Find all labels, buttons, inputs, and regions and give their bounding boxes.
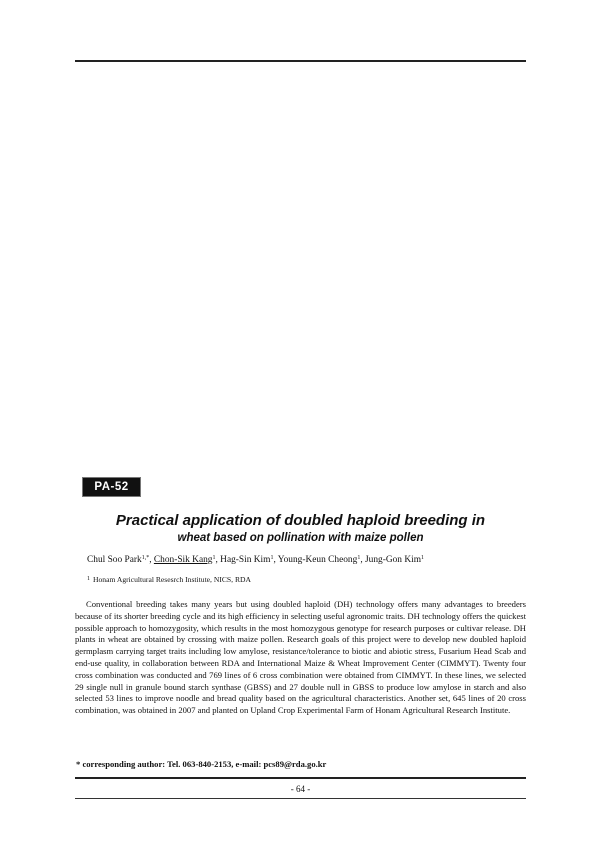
author-list: Chul Soo Park$^{1,*}$, Chon-Sik Kang$^1$, Hag-Sin Kim$^1$, Young-Keun Cheong$^1$, Jung-Gon Kim$^1$ — [87, 555, 424, 565]
author: Chon-Sik Kang — [153, 555, 213, 565]
author: Chul Soo Park — [87, 555, 142, 565]
paper-title — [75, 512, 526, 546]
abstract-body: Conventional breeding takes many years but using doubled haploid (DH) technology offers many advantages to breeders because of its shorter breeding cycle and its high efficiency in selecting useful agronomic traits. DH technology offers the quickest possible approach to homozygosity, which results in the most homozygous genotype for research purposes or cultivar release. DH plants in wheat are obtained by crossing with maize pollen. Research goals of this project were to develop new doubled haploid germplasm carrying target traits including low amylose, resistance/tolerance to biotic and abiotic stress, Fusarium Head Scab and end-use quality, in collaboration between RDA and International Maize & Wheat Improvement Center (CIMMYT). Twenty four cross combination was conducted and 769 lines of 6 cross combination were obtained from CIMMYT. In these lines, we selected 29 single null in granule bound starch synthase (GBSS) and 27 double null in GBSS to produce low amylose in starch and also selected 53 lines to improve noodle and bread quality based on the agricultural characteristics. Another set, 645 lines of 20 cross combination, was obtained in 2007 and planted on Upland Crop Experimental Farm of Honam Agricultural Research Institute. — [75, 599, 526, 716]
paper-title-line-1: Practical application of doubled haploid breeding in — [115, 512, 486, 529]
top-rule — [75, 60, 526, 62]
bottom-rule — [75, 777, 526, 779]
author-sup: 1 — [421, 555, 424, 561]
author: Young-Keun Cheong — [277, 555, 358, 565]
author: Hag-Sin Kim — [220, 555, 271, 565]
paper-title-line-2: wheat based on pollination with maize pollen — [177, 532, 424, 544]
author: Jung-Gon Kim — [365, 555, 421, 565]
page-number: - 64 - — [290, 784, 311, 794]
author-sup: 1 — [212, 555, 216, 561]
affiliation-text: Honam Agricultural Resesrch Institute, NICS, RDA — [93, 575, 251, 584]
paper-id-badge: PA-52 — [82, 477, 141, 497]
author-sup: 1 — [357, 555, 361, 561]
affiliation — [87, 574, 527, 585]
author-sup: 1,* — [141, 555, 150, 561]
affiliation-sup: 1 — [87, 576, 90, 582]
author-sup: 1 — [270, 555, 274, 561]
corresponding-author: * corresponding author: Tel. 063-840-2153, e-mail: pcs89@rda.go.kr — [76, 759, 327, 769]
page-footer-rule — [75, 798, 526, 799]
